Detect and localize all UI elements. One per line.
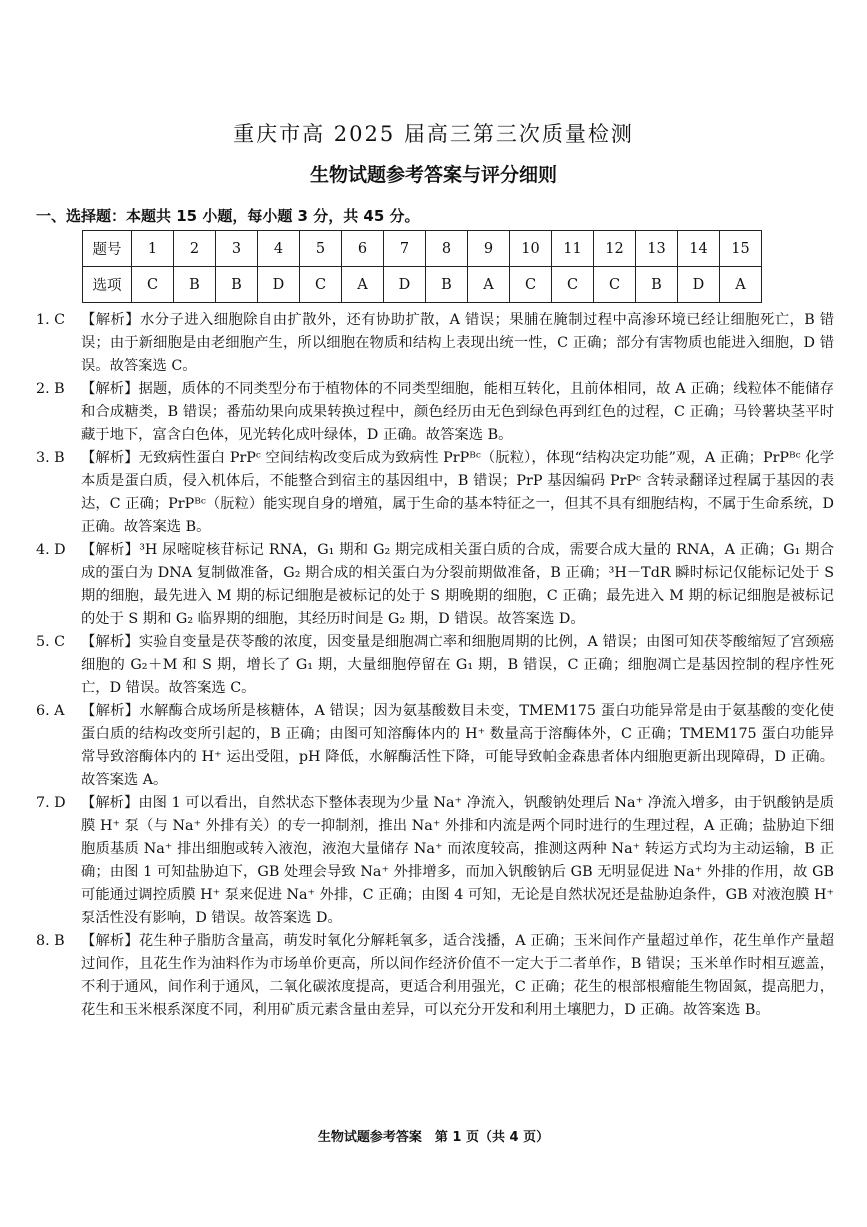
answer-option-row xyxy=(83,267,762,303)
page-footer: 生物试题参考答案 第 1 页（共 4 页） xyxy=(317,1130,550,1145)
section-heading: 一、选择题：本题共 15 小题，每小题 3 分，共 45 分。 xyxy=(36,207,420,225)
item-number: 8. B xyxy=(36,933,65,949)
explanation-item xyxy=(36,378,834,447)
answer-option: B xyxy=(426,267,468,303)
item-text: 【解析】实验自变量是茯苓酸的浓度，因变量是细胞凋亡率和细胞周期的比例，A 错误；由图可知茯苓酸缩短了宫颈癌细胞的 G₂＋M 和 S 期，增长了 G₁ 期，大量细胞停留在 G₁ 期，B 错误，C 正确；细胞凋亡是基因控制的程序性死亡，D 错误。故答案选 C。 xyxy=(81,634,834,696)
answer-option: D xyxy=(678,267,720,303)
answer-option: D xyxy=(384,267,426,303)
question-number: 14 xyxy=(678,231,720,267)
item-number: 3. B xyxy=(36,450,65,466)
answer-option: A xyxy=(468,267,510,303)
question-number: 7 xyxy=(384,231,426,267)
question-number: 12 xyxy=(594,231,636,267)
answer-option: B xyxy=(174,267,216,303)
question-number: 6 xyxy=(342,231,384,267)
question-number: 9 xyxy=(468,231,510,267)
question-number: 4 xyxy=(258,231,300,267)
answer-option: C xyxy=(300,267,342,303)
item-number: 7. D xyxy=(36,795,66,811)
item-number: 5. C xyxy=(36,634,66,650)
answer-option: C xyxy=(132,267,174,303)
item-text: 【解析】由图 1 可以看出，自然状态下整体表现为少量 Na⁺ 净流入，钒酸钠处理后 Na⁺ 净流入增多，由于钒酸钠是质膜 H⁺ 泵（与 Na⁺ 外排有关）的专一抑制剂，推出 Na⁺ 外排和内流是两个同时进行的生理过程，A 正确；盐胁迫下细胞质基质 Na⁺ 排出细胞或转入液泡，液泡大量储存 Na⁺ 而浓度较高，推测这两种 Na⁺ 转运方式均为主动运输，B 正确；由图 1 可知盐胁迫下，GB 处理会导致 Na⁺ 外排增多，而加入钒酸钠后 GB 无明显促进 Na⁺ 外排的作用，故 GB 可能通过调控质膜 H⁺ 泵来促进 Na⁺ 外排，C 正确；由图 4 可知，无论是自然状况还是盐胁迫条件，GB 对液泡膜 H⁺ 泵活性没有影响，D 错误。故答案选 D。 xyxy=(81,795,834,926)
explanation-item xyxy=(36,792,834,930)
explanation-item xyxy=(36,447,834,539)
answer-number-row xyxy=(83,231,762,267)
item-text: 【解析】据题，质体的不同类型分布于植物体的不同类型细胞，能相互转化，且前体相同，故 A 正确；线粒体不能储存和合成糖类，B 错误；番茄幼果向成果转换过程中，颜色经历由无色到绿色再到红色的过程，C 正确；马铃薯块茎平时藏于地下，富含白色体，见光转化成叶绿体，D 正确。故答案选 B。 xyxy=(81,381,834,443)
question-number: 3 xyxy=(216,231,258,267)
question-number: 11 xyxy=(552,231,594,267)
explanation-list xyxy=(36,309,834,1022)
question-number: 2 xyxy=(174,231,216,267)
document-subtitle: 生物试题参考答案与评分细则 xyxy=(309,164,557,186)
explanation-item xyxy=(36,539,834,631)
row-header-option: 选项 xyxy=(83,267,132,303)
answer-option: C xyxy=(510,267,552,303)
answer-option: D xyxy=(258,267,300,303)
explanation-item xyxy=(36,700,834,792)
answer-option: C xyxy=(552,267,594,303)
question-number: 8 xyxy=(426,231,468,267)
answer-option: A xyxy=(720,267,762,303)
item-text: 【解析】无致病性蛋白 PrPᶜ 空间结构改变后成为致病性 PrPᴮᶜ（朊粒），体现“结构决定功能”观，A 正确；PrPᴮᶜ 化学本质是蛋白质，侵入机体后，不能整合到宿主的基因组中，B 错误；PrP 基因编码 PrPᶜ 含转录翻译过程属于基因的表达，C 正确；PrPᴮᶜ（朊粒）能实现自身的增殖，属于生命的基本特征之一，但其不具有细胞结构，不属于生命系统，D 正确。故答案选 B。 xyxy=(81,450,834,535)
item-number: 4. D xyxy=(36,542,66,558)
answer-option: B xyxy=(216,267,258,303)
answer-option: B xyxy=(636,267,678,303)
answer-option: C xyxy=(594,267,636,303)
item-text: 【解析】³H 尿嘧啶核苷标记 RNA，G₁ 期和 G₂ 期完成相关蛋白质的合成，需要合成大量的 RNA，A 正确；G₁ 期合成的蛋白为 DNA 复制做准备，G₂ 期合成的相关蛋白为分裂前期做准备，B 正确；³H－TdR 瞬时标记仅能标记处于 S 期的细胞，最先进入 M 期的标记细胞是被标记的处于 S 期晚期的细胞，C 正确；最先进入 M 期的标记细胞是被标记的处于 S 期和 G₂ 临界期的细胞，其经历时间是 G₂ 期，D 错误。故答案选 D。 xyxy=(81,542,834,627)
question-number: 13 xyxy=(636,231,678,267)
explanation-item xyxy=(36,309,834,378)
explanation-item xyxy=(36,930,834,1022)
item-number: 2. B xyxy=(36,381,65,397)
row-header-number: 题号 xyxy=(83,231,132,267)
question-number: 10 xyxy=(510,231,552,267)
answer-option: A xyxy=(342,267,384,303)
item-text: 【解析】水解酶合成场所是核糖体，A 错误；因为氨基酸数目未变，TMEM175 蛋白功能异常是由于氨基酸的变化使蛋白质的结构改变所引起的，B 正确；由图可知溶酶体内的 H⁺ 数量高于溶酶体外，C 正确；TMEM175 蛋白功能异常导致溶酶体内的 H⁺ 运出受阻，pH 降低，水解酶活性下降，可能导致帕金森患者体内细胞更新出现障碍，D 正确。故答案选 A。 xyxy=(81,703,834,788)
item-text: 【解析】花生种子脂肪含量高，萌发时氧化分解耗氧多，适合浅播，A 正确；玉米间作产量超过单作，花生单作产量超过间作，且花生作为油料作为市场单价更高，所以间作经济价值不一定大于二者单作，B 错误；玉米单作时相互遮盖，不利于通风，间作利于通风，二氧化碳浓度提高，更适合利用强光，C 正确；花生的根部根瘤能生物固氮，提高肥力，花生和玉米根系深度不同，利用矿质元素含量由差异，可以充分开发和利用土壤肥力，D 正确。故答案选 B。 xyxy=(81,933,834,1018)
question-number: 5 xyxy=(300,231,342,267)
item-number: 6. A xyxy=(36,703,65,719)
question-number: 1 xyxy=(132,231,174,267)
item-number: 1. C xyxy=(36,312,66,328)
document-title: 重庆市高 2025 届高三第三次质量检测 xyxy=(233,122,634,146)
explanation-item xyxy=(36,631,834,700)
item-text: 【解析】水分子进入细胞除自由扩散外，还有协助扩散，A 错误；果脯在腌制过程中高渗环境已经让细胞死亡，B 错误；由于新细胞是由老细胞产生，所以细胞在物质和结构上表现出统一性，C 正确；部分有害物质也能进入细胞，D 错误。故答案选 C。 xyxy=(81,312,834,374)
question-number: 15 xyxy=(720,231,762,267)
answer-table xyxy=(82,230,762,303)
